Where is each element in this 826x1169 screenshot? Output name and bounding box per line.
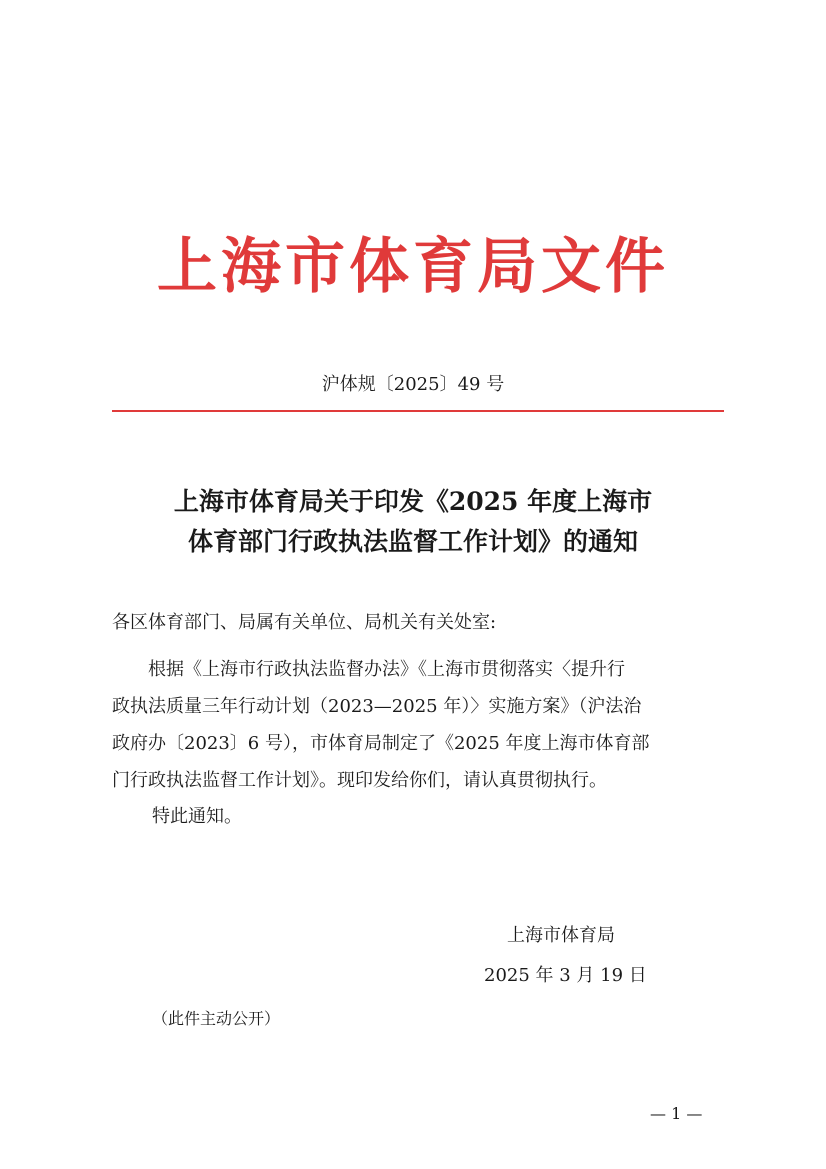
red-divider-rule (112, 410, 724, 412)
document-title (100, 482, 726, 562)
page-number: — 1 — (650, 1104, 703, 1123)
closing-remark: 特此通知。 (152, 806, 242, 827)
body-line: 根据《上海市行政执法监督办法》《上海市贯彻落实〈提升行 (112, 659, 625, 680)
masthead-title: 上海市体育局文件 (157, 232, 669, 302)
document-title-line-2: 体育部门行政执法监督工作计划》的通知 (187, 527, 638, 556)
issuing-authority: 上海市体育局 (507, 925, 615, 946)
body-paragraph (112, 651, 714, 799)
body-line: 政执法质量三年行动计划（2023—2025 年）〉实施方案》（沪法治 (112, 696, 642, 717)
body-line: 门行政执法监督工作计划》。现印发给你们，请认真贯彻执行。 (112, 770, 607, 791)
body-line: 政府办〔2023〕6 号），市体育局制定了《2025 年度上海市体育部 (112, 733, 650, 754)
issue-date: 2025 年 3 月 19 日 (484, 965, 647, 986)
disclosure-note: （此件主动公开） (152, 1009, 281, 1028)
document-title-line-1: 上海市体育局关于印发《2025 年度上海市 (173, 487, 653, 516)
document-number: 沪体规〔2025〕49 号 (321, 374, 505, 395)
salutation: 各区体育部门、局属有关单位、局机关有关处室: (112, 612, 497, 633)
